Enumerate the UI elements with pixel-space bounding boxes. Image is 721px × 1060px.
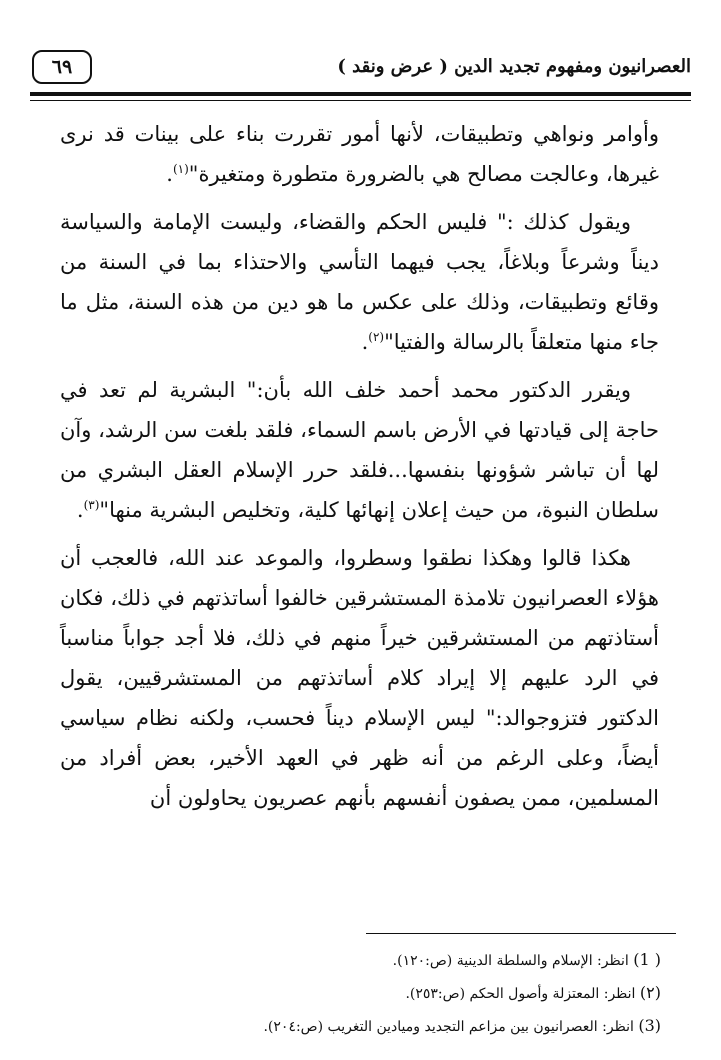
paragraph-2 — [60, 202, 659, 362]
footnote-text: انظر: المعتزلة وأصول الحكم (ص:٢٥٣). — [405, 986, 636, 1002]
footnote-number: ( 1) — [633, 950, 661, 969]
page-number-text: ٦٩ — [51, 56, 73, 78]
footnote-1 — [60, 944, 661, 977]
footnote-ref: (١) — [172, 162, 189, 176]
paragraph-text: ويقول كذلك :" فليس الحكم والقضاء، وليست الإمامة والسياسة ديناً وشرعاً وبلاغاً، يجب فيهما التأسي والاحتذاء بما في السنة من وقائع وتطبيقات، وذلك على عكس ما هو دين من هذه السنة، مثل ما جاء منها متعلقاً بالرسالة والفتيا" — [60, 210, 659, 354]
main-text — [60, 114, 659, 826]
paragraph-text: وأوامر ونواهي وتطبيقات، لأنها أمور تقررت بناء على بينات قد نرى غيرها، وعالجت مصالح هي بالضرورة متطورة ومتغيرة" — [60, 122, 659, 186]
footnote-3 — [60, 1010, 661, 1043]
footnote-separator — [366, 933, 676, 934]
paragraph-3 — [60, 370, 659, 530]
footnotes — [60, 944, 661, 1043]
header-rule-thin — [30, 100, 691, 101]
paragraph-text: هكذا قالوا وهكذا نطقوا وسطروا، والموعد عند الله، فالعجب أن هؤلاء العصرانيون تلامذة المستشرقين خالفوا أساتذتهم في ذلك، فكان أستاذتهم من المستشرقين خيراً منهم في ذلك، فلا أجد جواباً مناسباً في الرد عليهم إلا إيراد كلام أساتذتهم من المستشرقيين، يقول الدكتور فتزوجوالد:" ليس الإسلام ديناً فحسب، ولكنه نظام سياسي أيضاً، وعلى الرغم من أنه ظهر في العهد الأخير، بعض أفراد من المسلمين، ممن يصفون أنفسهم بأنهم عصريون يحاولون أن — [60, 546, 659, 810]
page-header — [30, 44, 691, 88]
paragraph-tail: . — [76, 498, 84, 522]
paragraph-4 — [60, 538, 659, 818]
footnote-ref: (٢) — [368, 330, 385, 344]
header-rule-thick — [30, 92, 691, 96]
footnote-text: انظر: الإسلام والسلطة الدينية (ص:١٢٠). — [392, 953, 629, 969]
paragraph-1 — [60, 114, 659, 194]
running-title: العصرانيون ومفهوم تجديد الدين ( عرض ونقد ) — [337, 56, 691, 77]
paragraph-tail: . — [361, 330, 369, 354]
paragraph-tail: . — [166, 162, 173, 186]
footnote-number: (3) — [638, 1016, 661, 1035]
footnote-2 — [60, 977, 661, 1010]
page-number — [32, 50, 92, 84]
footnote-text: انظر: العصرانيون بين مزاعم التجديد وميادين التغريب (ص:٢٠٤). — [263, 1019, 634, 1035]
footnote-number: (٢) — [639, 983, 661, 1002]
footnote-ref: (٣) — [83, 498, 100, 512]
paragraph-text: ويقرر الدكتور محمد أحمد خلف الله بأن:" البشرية لم تعد في حاجة إلى قيادتها في الأرض باسم السماء، فلقد بلغت سن الرشد، وآن لها أن تباشر شؤونها بنفسها...فلقد حرر الإسلام العقل البشري من سلطان النبوة، من حيث إعلان إنهائها كلية، وتخليص البشرية منها" — [60, 378, 659, 522]
